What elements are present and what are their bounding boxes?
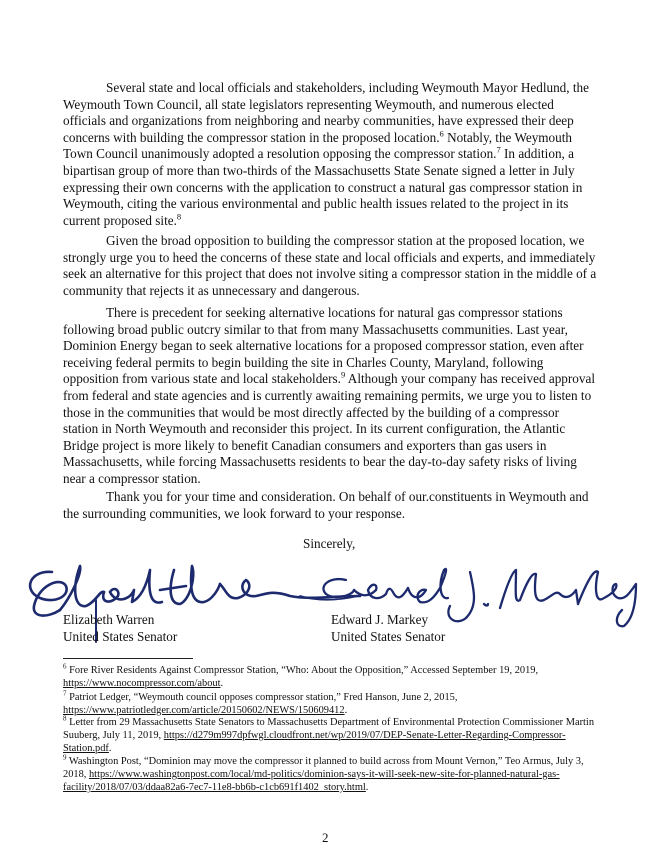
footnote-link[interactable]: https://www.washingtonpost.com/local/md-politics/dominion-says-it-will-seek-new-site-for-planned-natural-gas-facility/2018/07/03/ddaa82a6-7ec7-11e8-bb6b-c1cb691f1402_story.html (63, 769, 560, 793)
paragraph-request: Given the broad opposition to building the compressor station at the proposed location, we strongly urge you to heed the concerns of these state and local officials and experts, and immediately seek an alternative for this project that does not involve siting a compressor station in the middle of a community that rejects it as unnecessary and dangerous. (63, 233, 597, 298)
footnote-text: Washington Post, “Dominion may move the compressor it planned to build across from Mount Vernon,” Teo Armus, July 3, 2018, (63, 756, 584, 780)
footnote-number: 8 (63, 714, 67, 723)
signatory-warren (63, 612, 177, 645)
footnote-number: 9 (63, 753, 67, 762)
paragraph-text: Although your company has received approval from federal and state agencies and is currently awaiting remaining permits, we urge you to listen to those in the communities that would be most directly affected by the building of a compressor station in North Weymouth and reconsider this project. In its current configuration, the Atlantic Bridge project is more likely to benefit Canadian consumers and exporters than gas users in Massachusetts, while forcing Massachusetts residents to bear the day-to-day safety risks of living near a compressor station. (63, 371, 595, 486)
signatory-title: United States Senator (63, 628, 178, 644)
footnote-text: . (220, 678, 224, 689)
signatory-name: Edward J. Markey (331, 612, 429, 627)
footnote-text: . (108, 743, 112, 754)
paragraph-text: In addition, a bipartisan group of more than two-thirds of the Massachusetts State Senate signed a letter in July expressing their own concerns with the application to construct a natural gas compressor station in Weymouth, citing the various environmental and public health issues related to the project in its current proposed site. (63, 146, 583, 228)
footnote-text: . (344, 705, 348, 716)
paragraph-text: There is precedent for seeking alternative locations for natural gas compressor stations following broad public outcry similar to that from many Massachusetts communities. Last year, Dominion Energy began to seek alternative locations for a proposed compressor station, even after receiving federal permits to begin building the site in Charles County, Maryland, following opposition from various state and local stakeholders. (63, 305, 584, 387)
signatory-markey (331, 612, 445, 645)
closing-salutation: Sincerely, (303, 536, 356, 551)
footnote-8 (63, 716, 603, 755)
footnote-ref[interactable]: 7 (496, 144, 501, 155)
footnote-9 (63, 755, 603, 794)
paragraph-opposition (63, 80, 597, 229)
footnote-text: . (365, 782, 369, 793)
paragraph-thanks: Thank you for your time and consideration. On behalf of our.constituents in Weymouth and the surrounding communities, we look forward to your response. (63, 489, 589, 521)
footnote-text: Letter from 29 Massachusetts State Senators to Massachusetts Department of Environmental Protection Commissioner Martin Suuberg, July 11, 2019, (63, 717, 595, 741)
footnote-6 (63, 664, 603, 690)
page-number: 2 (322, 830, 329, 845)
footnote-number: 6 (63, 662, 67, 671)
signatory-name: Elizabeth Warren (63, 612, 155, 627)
footnote-link[interactable]: https://www.patriotledger.com/article/20150602/NEWS/150609412 (63, 705, 345, 716)
footnote-ref[interactable]: 8 (176, 211, 182, 222)
paragraph-precedent (63, 305, 597, 488)
signatory-title: United States Senator (331, 628, 446, 644)
footnote-link[interactable]: https://d279m997dpfwgl.cloudfront.net/wp/2019/07/DEP-Senate-Letter-Regarding-Compressor-Station.pdf (63, 730, 566, 754)
footnote-link[interactable]: https://www.nocompressor.com/about (63, 678, 221, 689)
paragraph-text: Several state and local officials and stakeholders, including Weymouth Mayor Hedlund, the Weymouth Town Council, all state legislators representing Weymouth, and numerous elected officials and organizations from neighboring and nearby communities, have expressed their deep concerns with building the compressor station in the proposed location. (63, 80, 589, 145)
footnote-text: Fore River Residents Against Compressor Station, “Who: About the Opposition,” Accessed September 19, 2019, (69, 665, 539, 676)
footnote-ref[interactable]: 9 (340, 369, 346, 380)
footnote-divider (63, 658, 193, 659)
paragraph-text: Notably, the Weymouth Town Council unanimously adopted a resolution opposing the compressor station. (63, 129, 572, 162)
footnote-7 (63, 691, 603, 717)
footnote-number: 7 (63, 689, 67, 698)
footnote-ref[interactable]: 6 (439, 128, 444, 139)
footnote-text: Patriot Ledger, “Weymouth council opposes compressor station,” Fred Hanson, June 2, 2015, (69, 692, 458, 703)
